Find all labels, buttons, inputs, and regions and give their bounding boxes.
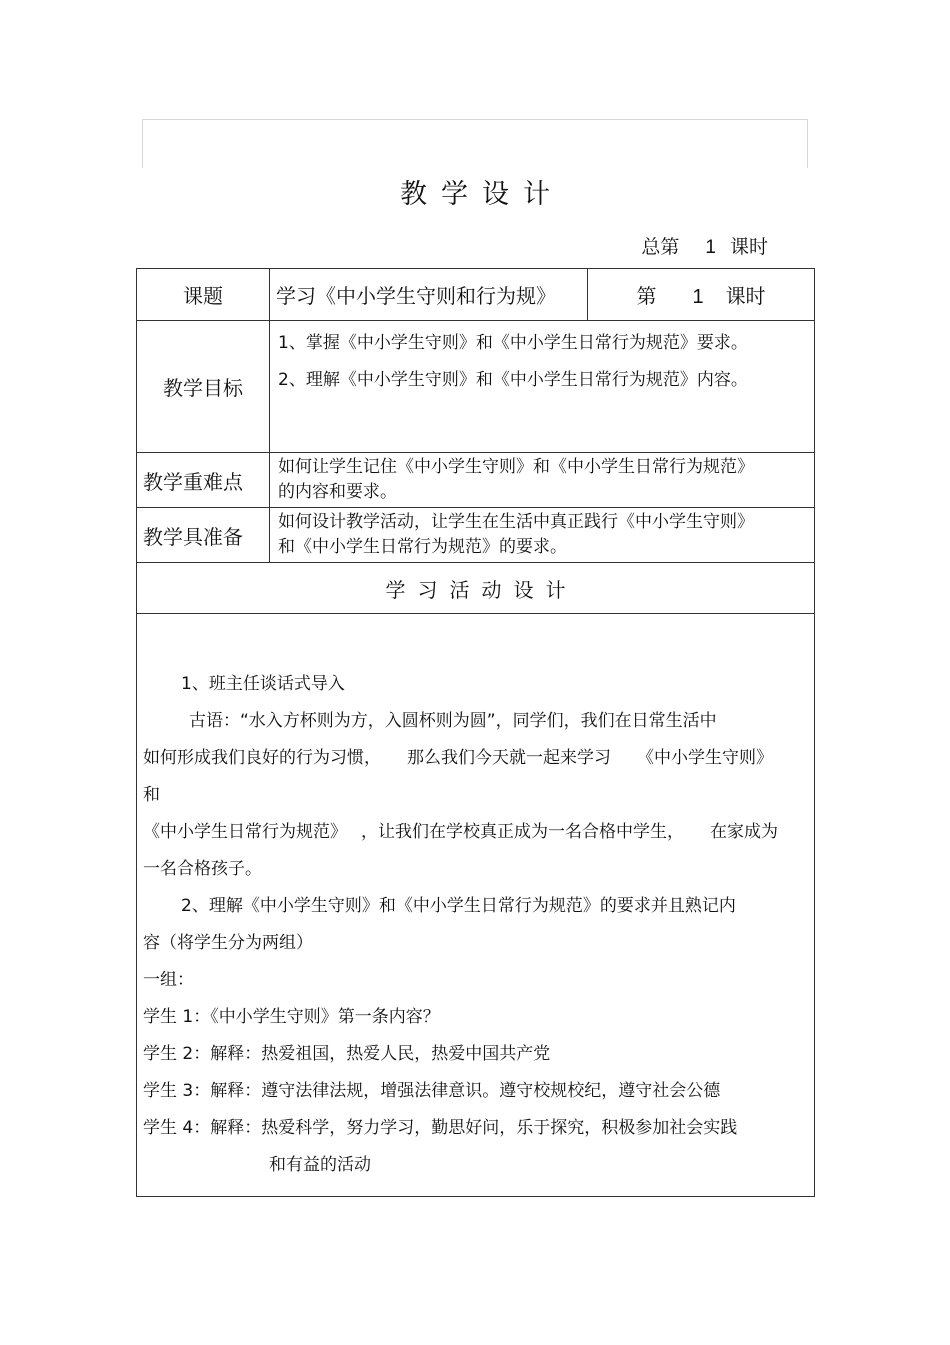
text-segment: 那么我们今天就一起来学习: [407, 748, 611, 768]
paragraph-line: [143, 740, 805, 814]
key-line: 如何让学生记住《中小学生守则》和《中小学生日常行为规范》: [278, 457, 754, 477]
paragraph-line: 一名合格孩子。: [143, 859, 262, 879]
key-points-row: [137, 453, 815, 508]
header-frame: [142, 119, 808, 168]
student-line: 学生 1：《中小学生守则》第一条内容？: [143, 1007, 440, 1027]
text-segment: 如何形成我们良好的行为习惯，: [143, 748, 381, 768]
lesson-number-cell: [588, 269, 815, 321]
prep-line: 和《中小学生日常行为规范》的要求。: [278, 537, 567, 557]
lesson-suffix: 课时: [725, 284, 766, 308]
text-segment: ，让我们在学校真正成为一名合格中学生，: [361, 822, 684, 842]
goals-label: 教学目标: [137, 321, 270, 453]
prep-line: 如何设计教学活动，让学生在生活中真正践行《中小学生守则》: [278, 512, 754, 532]
step-1-title: 1、班主任谈话式导入: [181, 674, 345, 694]
goal-item: 2、理解《中小学生守则》和《中小学生日常行为规范》内容。: [278, 370, 748, 390]
activity-body: [137, 614, 815, 1197]
paragraph-line: [143, 814, 805, 851]
student-line: 学生 2：解释：热爱祖国，热爱人民，热爱中国共产党: [143, 1044, 551, 1064]
activity-body-row: [137, 614, 815, 1197]
key-points-label: 教学重难点: [137, 453, 270, 508]
student-line-continuation: 和有益的活动: [269, 1155, 371, 1175]
total-prefix: 总第: [641, 236, 680, 258]
goals-content: [270, 321, 815, 453]
student-line: 学生 3：解释：遵守法律法规，增强法律意识。遵守校规校纪，遵守社会公德: [143, 1081, 721, 1101]
total-number: 1: [705, 237, 716, 258]
document-title: 教学设计: [400, 179, 564, 210]
goals-row: [137, 321, 815, 453]
section-title: 学习活动设计: [137, 563, 815, 614]
section-header-row: [137, 563, 815, 614]
total-lesson-count: [641, 232, 768, 259]
paragraph-line: 古语：“水入方杯则为方，入圆杯则为圆”，同学们，我们在日常生活中: [189, 711, 717, 731]
key-points-content: [270, 453, 815, 508]
paragraph-line: 容（将学生分为两组）: [143, 933, 313, 953]
lesson-plan-table: [136, 268, 815, 1197]
text-segment: 在家成为: [710, 822, 778, 842]
text-segment: 《中小学生守则》: [637, 748, 773, 768]
group-label: 一组：: [143, 970, 194, 990]
activity-text: [143, 666, 805, 1184]
lesson-prefix: 第: [636, 284, 657, 308]
topic-label: 课题: [137, 269, 270, 321]
topic-row: [137, 269, 815, 321]
goal-item: 1、掌握《中小学生守则》和《中小学生日常行为规范》要求。: [278, 333, 748, 353]
preparation-content: [270, 508, 815, 563]
preparation-label: 教学具准备: [137, 508, 270, 563]
step-2-title: 2、理解《中小学生守则》和《中小学生日常行为规范》的要求并且熟记内: [181, 896, 736, 916]
text-segment: 和: [143, 785, 160, 805]
text-segment: 《中小学生日常行为规范》: [143, 822, 347, 842]
total-suffix: 课时: [729, 236, 768, 258]
topic-value: 学习《中小学生守则和行为规》: [270, 269, 588, 321]
preparation-row: [137, 508, 815, 563]
lesson-number: 1: [692, 286, 704, 308]
key-line: 的内容和要求。: [278, 482, 397, 502]
student-line: 学生 4：解释：热爱科学，努力学习，勤思好问，乐于探究，积极参加社会实践: [143, 1118, 738, 1138]
